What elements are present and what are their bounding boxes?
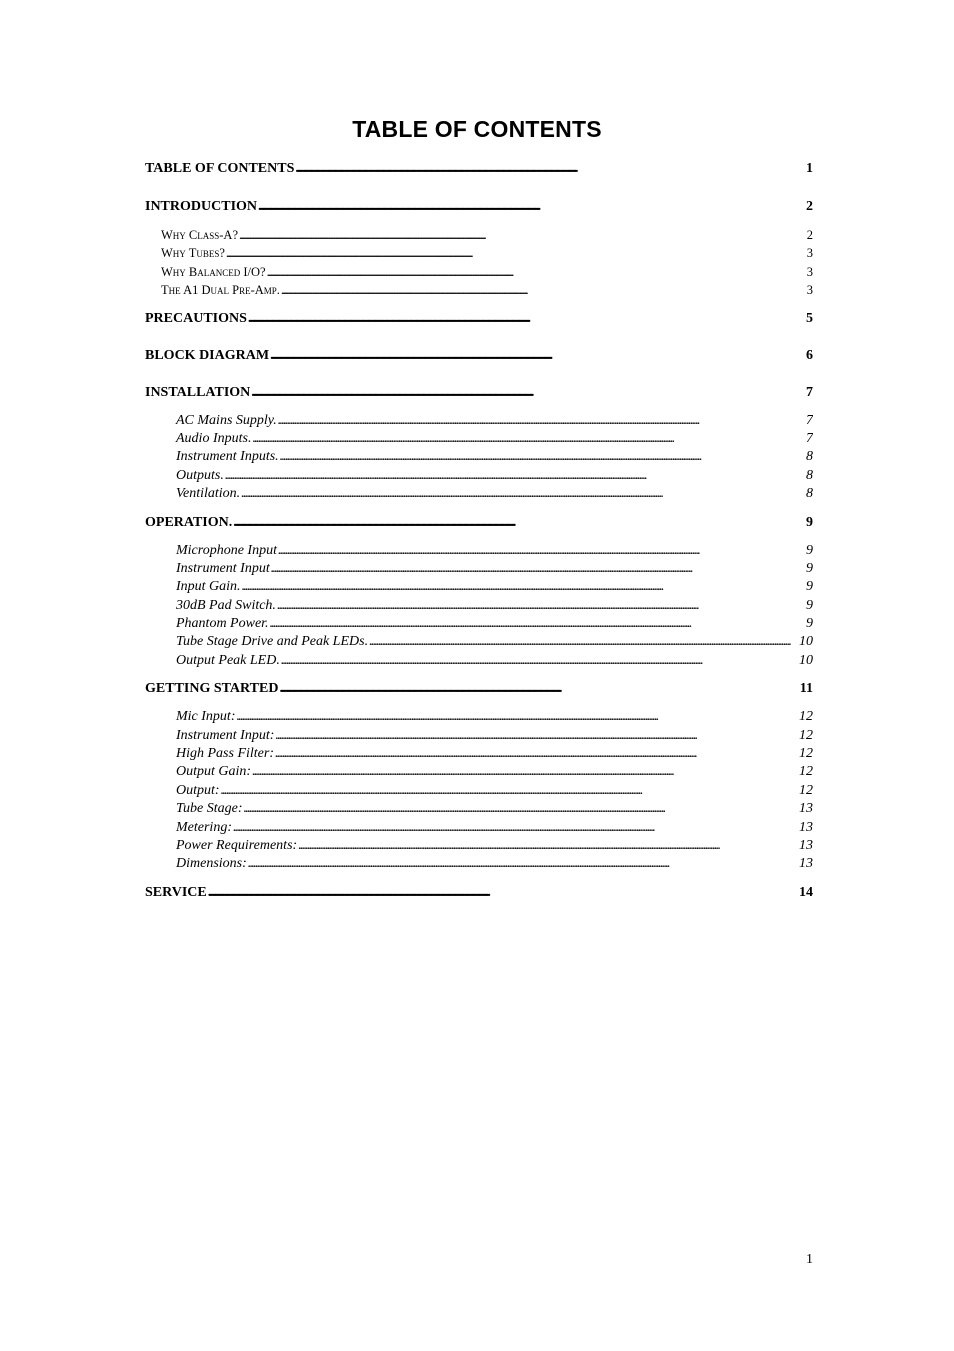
toc-leader-dots bbox=[275, 727, 798, 745]
toc-entry-page: 12 bbox=[799, 764, 813, 780]
toc-leader-dots bbox=[281, 281, 806, 299]
toc-entry-title: Microphone Input bbox=[176, 542, 277, 558]
toc-entry-page: 9 bbox=[806, 560, 813, 576]
toc-entry-page: 7 bbox=[806, 430, 813, 446]
toc-entry-title: GETTING STARTED bbox=[145, 681, 279, 697]
toc-leader-dots bbox=[252, 763, 798, 781]
toc-entry[interactable] bbox=[145, 633, 813, 651]
toc-entry[interactable] bbox=[145, 310, 813, 328]
toc-entry-title: Instrument Input: bbox=[176, 727, 275, 743]
toc-entry-page: 9 bbox=[806, 616, 813, 632]
toc-leader-dots bbox=[270, 615, 805, 633]
toc-entry-page: 9 bbox=[806, 597, 813, 613]
toc-entry-title: Power Requirements: bbox=[176, 837, 298, 853]
page-title: TABLE OF CONTENTS bbox=[352, 116, 602, 142]
toc-entry-title: Output Gain: bbox=[176, 764, 252, 780]
toc-entry-page: 12 bbox=[799, 727, 813, 743]
toc-entry-title: Outputs. bbox=[176, 467, 224, 483]
toc-entry-title: Output: bbox=[176, 782, 220, 798]
toc-entry[interactable] bbox=[145, 347, 813, 365]
toc-entry[interactable] bbox=[145, 763, 813, 781]
toc-leader-dots bbox=[252, 430, 805, 448]
toc-leader-dots bbox=[278, 412, 805, 430]
toc-entry-page: 13 bbox=[799, 801, 813, 817]
toc-entry[interactable] bbox=[145, 745, 813, 763]
toc-entry-page: 9 bbox=[806, 514, 813, 530]
toc-entry-page: 10 bbox=[799, 652, 813, 668]
toc-entry-title: Output Peak LED. bbox=[176, 652, 280, 668]
toc-entry-title: Why Balanced I/O? bbox=[161, 264, 266, 279]
toc-entry[interactable] bbox=[145, 412, 813, 430]
toc-entry-title: Why Class-A? bbox=[161, 228, 239, 242]
toc-leader-dots bbox=[281, 652, 798, 670]
toc-entry-title: Phantom Power. bbox=[176, 616, 269, 632]
toc-entry-title: BLOCK DIAGRAM bbox=[145, 347, 270, 363]
toc-leader-dots bbox=[270, 347, 805, 365]
toc-leader-dots bbox=[275, 745, 798, 763]
toc-entry-page: 10 bbox=[799, 634, 813, 650]
toc-leader-dots bbox=[295, 160, 805, 178]
toc-entry[interactable] bbox=[145, 485, 813, 503]
toc-entry-page: 8 bbox=[806, 449, 813, 465]
toc-entry[interactable] bbox=[145, 448, 813, 466]
toc-leader-dots bbox=[236, 708, 798, 726]
toc-entry[interactable] bbox=[145, 560, 813, 578]
toc-entry-page: 12 bbox=[799, 709, 813, 725]
toc-entry[interactable] bbox=[145, 837, 813, 855]
toc-leader-dots bbox=[298, 837, 798, 855]
table-of-contents bbox=[145, 160, 813, 902]
toc-entry[interactable] bbox=[145, 855, 813, 873]
toc-entry-title: Instrument Inputs. bbox=[176, 449, 279, 465]
toc-entry-page: 14 bbox=[799, 884, 813, 900]
toc-entry[interactable] bbox=[145, 597, 813, 615]
toc-entry[interactable] bbox=[145, 198, 813, 216]
toc-entry-page: 3 bbox=[806, 246, 813, 261]
toc-entry-title: TABLE OF CONTENTS bbox=[145, 161, 295, 176]
toc-leader-dots bbox=[279, 680, 798, 698]
toc-entry[interactable] bbox=[145, 384, 813, 402]
toc-entry-page: 8 bbox=[806, 486, 813, 502]
toc-entry[interactable] bbox=[145, 244, 813, 262]
toc-leader-dots bbox=[226, 244, 806, 262]
toc-entry-title: Mic Input: bbox=[176, 709, 236, 725]
toc-entry-page: 6 bbox=[806, 347, 813, 363]
toc-entry-title: Metering: bbox=[176, 819, 232, 835]
toc-entry-title: INTRODUCTION bbox=[145, 199, 258, 214]
toc-entry[interactable] bbox=[145, 542, 813, 560]
toc-entry-title: Ventilation. bbox=[176, 486, 241, 502]
toc-entry-page: 3 bbox=[806, 264, 813, 279]
toc-leader-dots bbox=[248, 855, 798, 873]
toc-entry-page: 3 bbox=[806, 283, 813, 298]
toc-entry-title: Instrument Input bbox=[176, 560, 270, 576]
toc-entry[interactable] bbox=[145, 652, 813, 670]
toc-entry-page: 7 bbox=[806, 412, 813, 428]
toc-leader-dots bbox=[280, 448, 805, 466]
toc-leader-dots bbox=[277, 597, 805, 615]
toc-entry-page: 5 bbox=[806, 310, 813, 326]
toc-leader-dots bbox=[233, 819, 798, 837]
toc-entry-title: Dimensions: bbox=[176, 856, 247, 872]
toc-entry[interactable] bbox=[145, 578, 813, 596]
toc-entry-title: Audio Inputs. bbox=[176, 430, 252, 446]
toc-entry-page: 9 bbox=[806, 542, 813, 558]
toc-entry-page: 11 bbox=[799, 681, 813, 697]
toc-entry-title: Input Gain. bbox=[176, 579, 241, 595]
toc-leader-dots bbox=[369, 633, 798, 651]
toc-entry[interactable] bbox=[145, 615, 813, 633]
toc-entry-title: Why Tubes? bbox=[161, 246, 225, 261]
toc-entry-page: 12 bbox=[799, 782, 813, 798]
toc-entry-title: 30dB Pad Switch. bbox=[176, 597, 276, 613]
toc-entry[interactable] bbox=[145, 430, 813, 448]
toc-leader-dots bbox=[248, 310, 805, 328]
toc-entry[interactable] bbox=[145, 819, 813, 837]
toc-entry-page: 13 bbox=[799, 819, 813, 835]
toc-entry-title: High Pass Filter: bbox=[176, 746, 274, 762]
toc-entry-title: AC Mains Supply. bbox=[176, 412, 277, 428]
toc-entry-title: PRECAUTIONS bbox=[145, 310, 247, 326]
toc-entry[interactable] bbox=[145, 514, 813, 532]
toc-leader-dots bbox=[267, 263, 806, 281]
toc-entry-title: The A1 Dual Pre-Amp. bbox=[161, 283, 280, 298]
toc-entry[interactable] bbox=[145, 708, 813, 726]
toc-entry-title: SERVICE bbox=[145, 884, 207, 900]
toc-leader-dots bbox=[225, 467, 805, 485]
toc-entry-page: 8 bbox=[806, 467, 813, 483]
toc-leader-dots bbox=[233, 514, 805, 532]
toc-entry[interactable] bbox=[145, 800, 813, 818]
toc-leader-dots bbox=[271, 560, 805, 578]
toc-entry-page: 13 bbox=[799, 856, 813, 872]
toc-entry-page: 13 bbox=[799, 837, 813, 853]
toc-entry-title: OPERATION. bbox=[145, 514, 233, 530]
toc-entry-title: Tube Stage: bbox=[176, 801, 243, 817]
toc-entry[interactable] bbox=[145, 884, 813, 902]
toc-entry[interactable] bbox=[145, 263, 813, 281]
toc-leader-dots bbox=[239, 226, 806, 244]
toc-leader-dots bbox=[221, 782, 798, 800]
toc-leader-dots bbox=[241, 485, 805, 503]
toc-entry-page: 7 bbox=[806, 384, 813, 400]
toc-entry[interactable] bbox=[145, 680, 813, 698]
toc-entry-page: 2 bbox=[806, 228, 813, 242]
toc-entry[interactable] bbox=[145, 782, 813, 800]
toc-leader-dots bbox=[208, 884, 798, 902]
toc-entry-page: 9 bbox=[806, 579, 813, 595]
toc-leader-dots bbox=[242, 578, 805, 596]
toc-leader-dots bbox=[244, 800, 799, 818]
toc-entry[interactable] bbox=[145, 467, 813, 485]
toc-entry-page: 12 bbox=[799, 746, 813, 762]
toc-entry-title: Tube Stage Drive and Peak LEDs. bbox=[176, 634, 369, 650]
toc-entry[interactable] bbox=[145, 160, 813, 178]
toc-leader-dots bbox=[258, 198, 805, 216]
page-number: 1 bbox=[806, 1252, 813, 1267]
toc-leader-dots bbox=[278, 542, 805, 560]
toc-entry[interactable] bbox=[145, 727, 813, 745]
toc-entry[interactable] bbox=[145, 226, 813, 244]
toc-leader-dots bbox=[251, 384, 805, 402]
toc-entry[interactable] bbox=[145, 281, 813, 299]
toc-entry-page: 1 bbox=[806, 161, 813, 176]
toc-entry-title: INSTALLATION bbox=[145, 384, 251, 400]
toc-entry-page: 2 bbox=[806, 199, 813, 214]
